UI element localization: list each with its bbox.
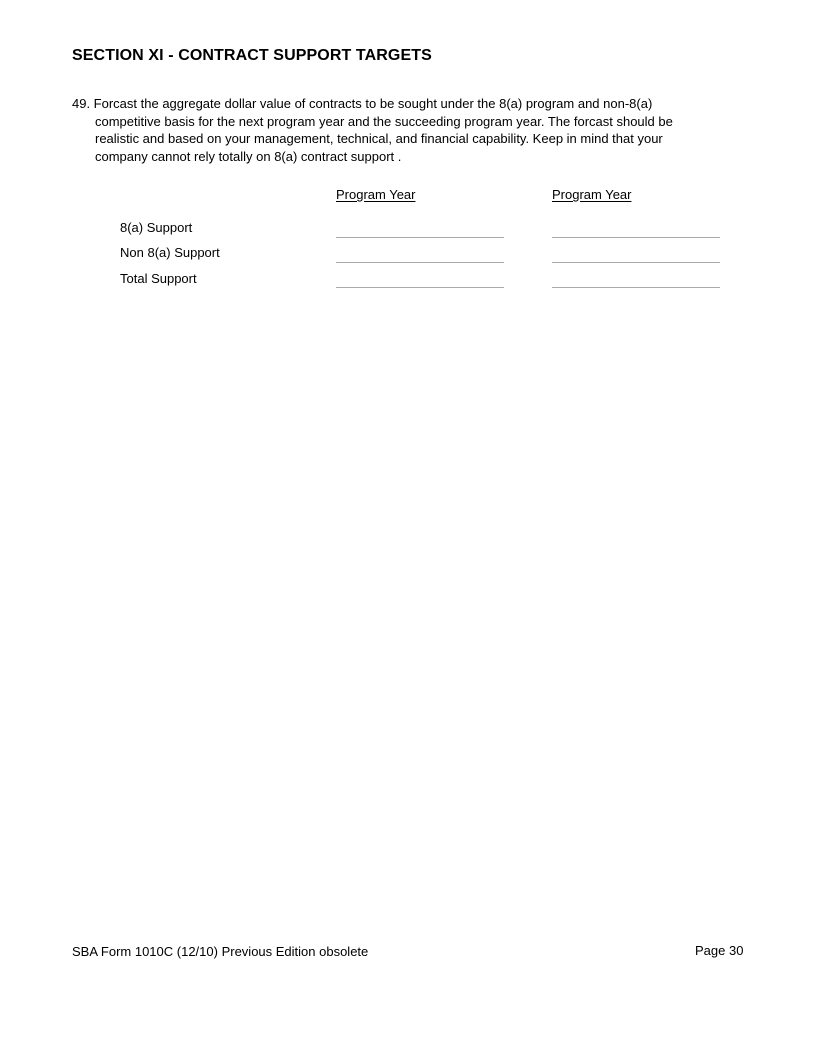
section-title: SECTION XI - CONTRACT SUPPORT TARGETS: [72, 47, 432, 64]
8a-support-year1-field[interactable]: [336, 237, 504, 238]
column-header-program-year-1: Program Year: [336, 187, 416, 202]
page-number: Page 30: [695, 943, 744, 958]
form-footer: SBA Form 1010C (12/10) Previous Edition obsolete: [72, 944, 369, 959]
row-label-non-8a-support: Non 8(a) Support: [120, 245, 220, 260]
question-line: company cannot rely totally on 8(a) contract support .: [95, 148, 402, 164]
column-header-program-year-2: Program Year: [552, 187, 632, 202]
question-line: 49. Forcast the aggregate dollar value of contracts to be sought under the 8(a) program and non-8(a): [72, 96, 653, 111]
row-label-total-support: Total Support: [120, 271, 197, 286]
question-49-text: [72, 95, 712, 165]
total-support-year1-field[interactable]: [336, 287, 504, 288]
row-label-8a-support: 8(a) Support: [120, 220, 193, 235]
8a-support-year2-field[interactable]: [552, 237, 720, 238]
non-8a-support-year1-field[interactable]: [336, 262, 504, 263]
non-8a-support-year2-field[interactable]: [552, 262, 720, 263]
question-line: competitive basis for the next program year and the succeeding program year. The forcast should be: [95, 113, 673, 129]
question-line: realistic and based on your management, technical, and financial capability. Keep in mind that your: [95, 131, 663, 146]
total-support-year2-field[interactable]: [552, 287, 720, 288]
